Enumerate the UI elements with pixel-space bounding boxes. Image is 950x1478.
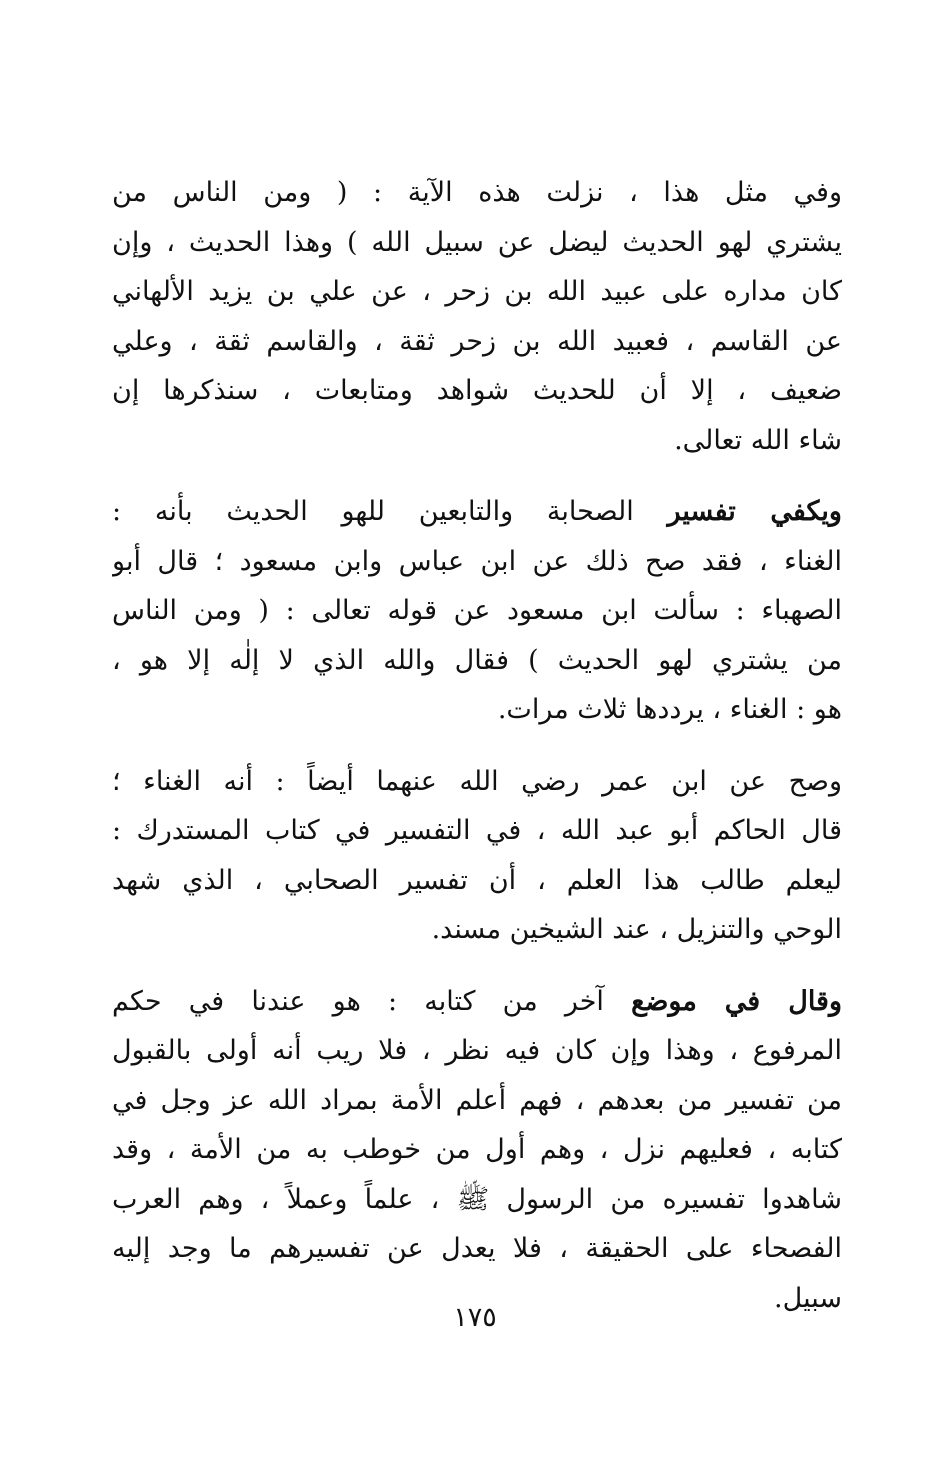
line-text: وفي مثل هذا ، نزلت هذه الآية : ( ومن الناس من bbox=[112, 177, 842, 208]
line-text: شاء الله تعالى. bbox=[674, 424, 842, 456]
line-text: الوحي والتنزيل ، عند الشيخين مسند. bbox=[431, 914, 842, 945]
line-text: يشتري لهو الحديث ليضل عن سبيل الله ) وهذا الحديث ، وإن bbox=[112, 226, 842, 258]
line-text: الصهباء : سألت ابن مسعود عن قوله تعالى : ( ومن الناس bbox=[112, 595, 842, 626]
line-text: هو : الغناء ، يرددها ثلاث مرات. bbox=[497, 694, 842, 725]
line-text: الصحابة والتابعين للهو الحديث بأنه : bbox=[112, 496, 668, 527]
line-text: كان مداره على عبيد الله بن زحر ، عن علي بن يزيد الألهاني bbox=[112, 276, 842, 307]
text-line bbox=[112, 267, 842, 317]
text-line bbox=[112, 806, 842, 856]
paragraph bbox=[112, 487, 842, 735]
text-line bbox=[112, 537, 842, 587]
text-line bbox=[112, 317, 842, 367]
paragraph bbox=[112, 757, 842, 955]
bold-lead-phrase: وقال في موضع bbox=[631, 985, 842, 1017]
paragraph bbox=[112, 168, 842, 465]
text-line bbox=[112, 856, 842, 906]
line-text: عن القاسم ، فعبيد الله بن زحر ثقة ، والقاسم ثقة ، وعلي bbox=[112, 325, 842, 357]
line-text: قال الحاكم أبو عبد الله ، في التفسير في كتاب المستدرك : bbox=[112, 815, 842, 846]
text-line bbox=[112, 1175, 842, 1225]
line-text: من تفسير من بعدهم ، فهم أعلم الأمة بمراد الله عز وجل في bbox=[112, 1084, 842, 1116]
page-number: ١٧٥ bbox=[453, 1302, 497, 1333]
text-line bbox=[112, 757, 842, 807]
text-line bbox=[112, 1125, 842, 1175]
line-text: وصح عن ابن عمر رضي الله عنهما أيضاً : أنه الغناء ؛ bbox=[112, 765, 842, 797]
text-line bbox=[112, 685, 842, 735]
line-text: الغناء ، فقد صح ذلك عن ابن عباس وابن مسعود ؛ قال أبو bbox=[112, 545, 842, 577]
text-line bbox=[112, 1224, 842, 1274]
line-text: الفصحاء على الحقيقة ، فلا يعدل عن تفسيرهم ما وجد إليه bbox=[112, 1233, 842, 1264]
line-text: من يشتري لهو الحديث ) فقال والله الذي لا إلٰه إلا هو ، bbox=[112, 644, 842, 676]
text-line bbox=[112, 416, 842, 466]
line-text: شاهدوا تفسيره من الرسول ﷺ ، علماً وعملاً ، وهم العرب bbox=[112, 1183, 842, 1215]
text-line bbox=[112, 1026, 842, 1076]
line-text: ليعلم طالب هذا العلم ، أن تفسير الصحابي ، الذي شهد bbox=[112, 864, 842, 896]
text-line bbox=[112, 905, 842, 955]
line-text: كتابه ، فعليهم نزل ، وهم أول من خوطب به من الأمة ، وقد bbox=[112, 1134, 842, 1165]
text-line bbox=[112, 366, 842, 416]
body-text bbox=[112, 168, 842, 1345]
paragraph bbox=[112, 977, 842, 1324]
text-line bbox=[112, 586, 842, 636]
line-text: ضعيف ، إلا أن للحديث شواهد ومتابعات ، سنذكرها إن bbox=[112, 375, 842, 406]
line-text: المرفوع ، وهذا وإن كان فيه نظر ، فلا ريب أنه أولى بالقبول bbox=[112, 1035, 842, 1066]
text-line bbox=[112, 636, 842, 686]
text-line bbox=[112, 218, 842, 268]
text-line bbox=[112, 487, 842, 537]
text-line bbox=[112, 977, 842, 1027]
line-text: سبيل. bbox=[774, 1282, 842, 1314]
text-line bbox=[112, 168, 842, 218]
bold-lead-phrase: ويكفي تفسير bbox=[667, 496, 842, 527]
text-line bbox=[112, 1076, 842, 1126]
line-text: آخر من كتابه : هو عندنا في حكم bbox=[112, 985, 632, 1017]
